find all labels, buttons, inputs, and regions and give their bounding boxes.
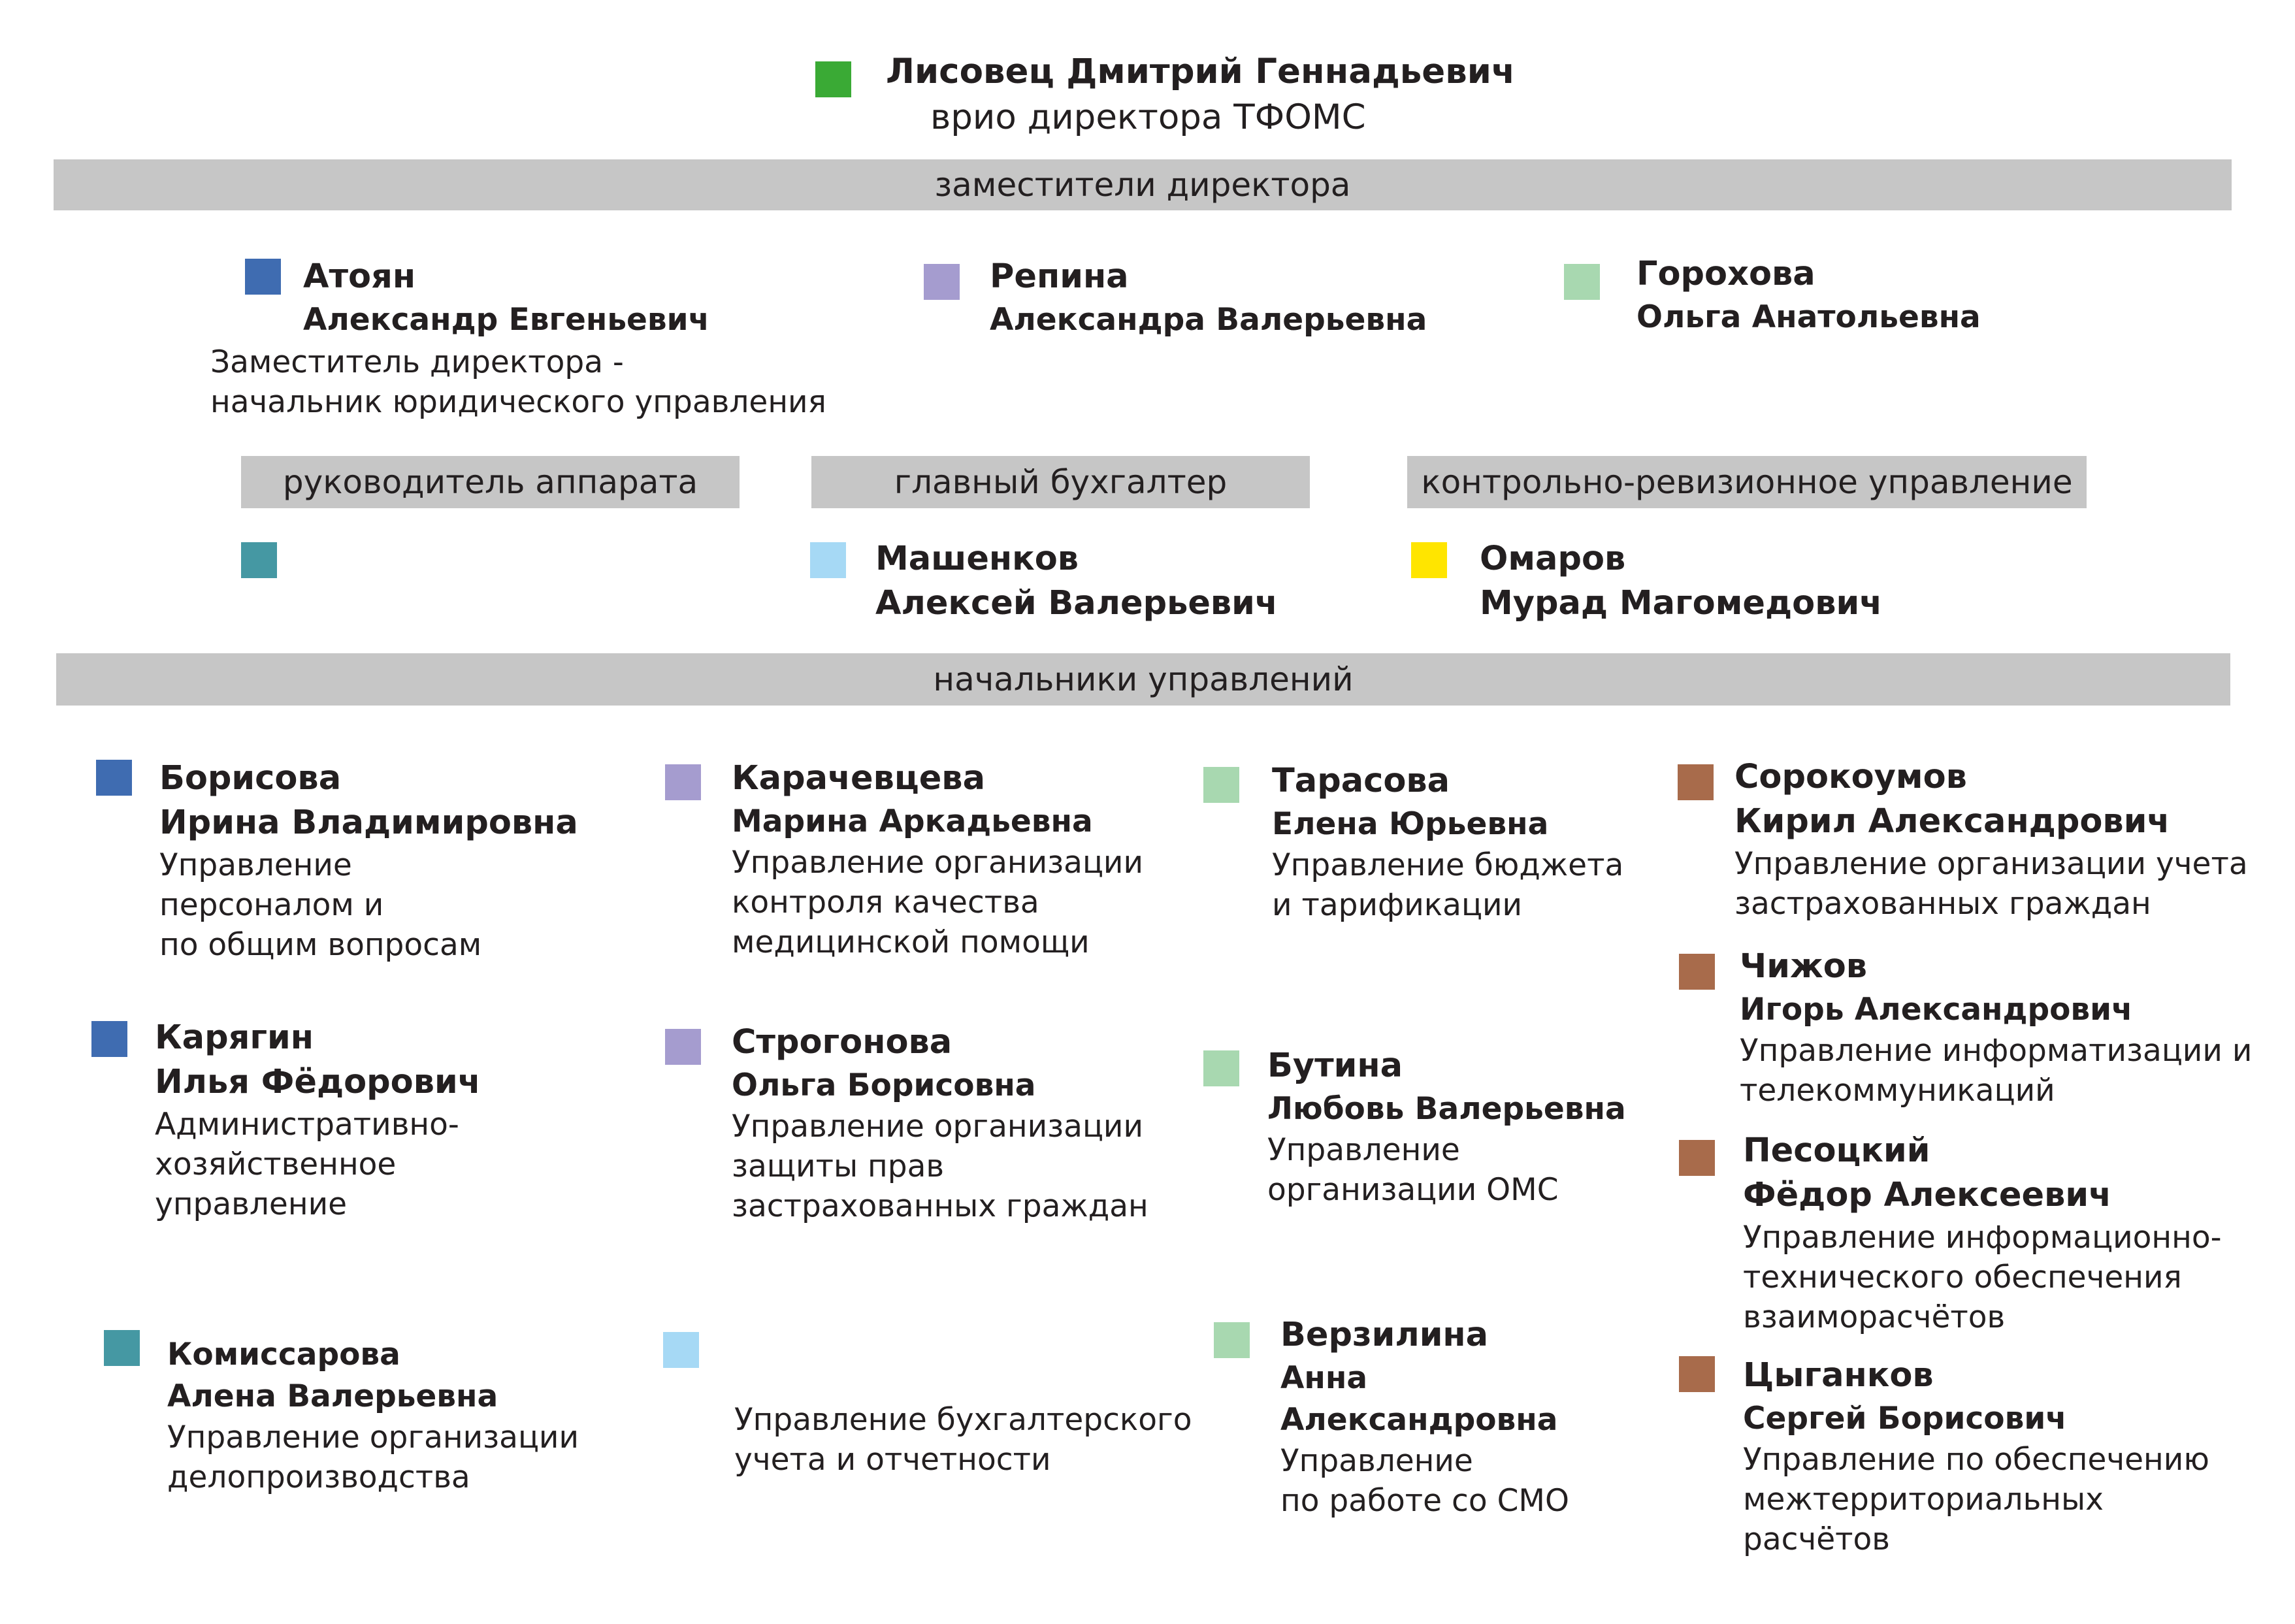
director-color-marker <box>815 61 851 97</box>
head-c4-2-card: Чижов Игорь Александрович Управление информатизации и телекоммуникаций <box>1740 945 2252 1111</box>
deputy-1-color-marker <box>245 259 281 295</box>
chief-accountant-surname: Машенков <box>875 540 1079 578</box>
head-c2-1-surname: Карачевцева <box>732 759 985 798</box>
head-c4-2-surname: Чижов <box>1740 947 1868 986</box>
head-c1-1-card: Борисова Ирина Владимировна Управление персоналом и по общим вопросам <box>159 756 578 965</box>
head-c2-3-card: Управление бухгалтерского учета и отчетности <box>734 1402 1192 1478</box>
head-c4-2-color-marker <box>1679 954 1715 990</box>
head-c3-3-first-name-2: Александровна <box>1280 1402 1558 1438</box>
chief-accountant-color-marker <box>810 542 846 578</box>
head-c3-1-first-name: Елена Юрьевна <box>1272 806 1549 842</box>
head-c1-1-surname: Борисова <box>159 759 342 798</box>
head-c4-3-first-name: Фёдор Алексеевич <box>1743 1176 2112 1214</box>
head-c4-3-surname: Песоцкий <box>1743 1131 1930 1170</box>
head-c2-2-surname: Строгонова <box>732 1023 952 1062</box>
head-c4-4-first-name: Сергей Борисович <box>1743 1401 2067 1437</box>
head-c1-2-surname: Карягин <box>155 1018 314 1057</box>
deputy-1-card <box>303 255 709 341</box>
head-c4-1-color-marker <box>1678 764 1714 800</box>
deputy-3-color-marker <box>1564 264 1600 300</box>
chief-accountant-first-name: Алексей Валерьевич <box>875 584 1278 623</box>
audit-department-bar: контрольно-ревизионное управление <box>1407 456 2087 508</box>
staff-head-color-marker <box>241 542 277 578</box>
deputy-3-card <box>1636 252 1981 338</box>
head-c4-3-card: Песоцкий Фёдор Алексеевич Управление информационно- технического обеспечения взаиморасчётов <box>1743 1129 2222 1337</box>
head-c4-1-card: Сорокоумов Кирил Александрович Управление организации учета застрахованных граждан <box>1734 755 2248 924</box>
head-c3-1-color-marker <box>1203 767 1239 803</box>
head-c3-2-first-name: Любовь Валерьевна <box>1267 1091 1626 1127</box>
head-c3-2-surname: Бутина <box>1267 1047 1403 1085</box>
head-c2-2-first-name: Ольга Борисовна <box>732 1067 1036 1103</box>
head-c2-2-card: Строгонова Ольга Борисовна Управление организации защиты прав застрахованных граждан <box>732 1020 1148 1226</box>
head-c2-1-first-name: Марина Аркадьевна <box>732 804 1093 839</box>
head-c4-1-first-name: Кирил Александрович <box>1734 802 2170 841</box>
chief-accountant-card <box>875 537 1278 626</box>
deputy-2-first-name: Александра Валерьевна <box>990 302 1427 338</box>
audit-head-first-name: Мурад Магомедович <box>1480 584 1883 623</box>
head-c3-3-surname: Верзилина <box>1280 1316 1489 1354</box>
head-c3-1-surname: Тарасова <box>1272 762 1450 800</box>
staff-head-bar: руководитель аппарата <box>241 456 740 508</box>
director-title: врио директора ТФОМС <box>930 97 1366 137</box>
head-c1-2-first-name: Илья Фёдорович <box>155 1063 481 1101</box>
deputies-header-bar: заместители директора <box>54 159 2232 210</box>
director-name: Лисовец Дмитрий Геннадьевич <box>886 52 1516 91</box>
head-c4-1-surname: Сорокоумов <box>1734 758 1967 796</box>
head-c2-2-color-marker <box>665 1029 701 1065</box>
audit-head-surname: Омаров <box>1480 540 1626 578</box>
audit-head-card <box>1480 537 1882 626</box>
head-c1-2-color-marker <box>91 1021 127 1057</box>
head-c4-4-surname: Цыганков <box>1743 1356 1934 1395</box>
head-c3-2-color-marker <box>1203 1050 1239 1086</box>
deputy-3-first-name: Ольга Анатольевна <box>1636 299 1981 335</box>
deputy-1-surname: Атоян <box>303 257 416 296</box>
deputy-2-surname: Репина <box>990 257 1129 296</box>
head-c3-3-color-marker <box>1214 1322 1250 1358</box>
head-c2-1-card: Карачевцева Марина Аркадьевна Управление организации контроля качества медицинской помощи <box>732 756 1143 962</box>
head-c1-1-color-marker <box>96 760 132 796</box>
chief-accountant-bar: главный бухгалтер <box>811 456 1310 508</box>
head-c3-3-card: Верзилина Анна Александровна Управление по работе со СМО <box>1280 1313 1569 1521</box>
head-c1-1-first-name: Ирина Владимировна <box>159 804 578 842</box>
head-c4-3-color-marker <box>1679 1140 1715 1176</box>
head-c1-3-card: Комиссарова Алена Валерьевна Управление организации делопроизводства <box>167 1334 579 1497</box>
audit-head-color-marker <box>1411 542 1447 578</box>
head-c2-3-color-marker <box>663 1332 699 1368</box>
head-c3-2-card: Бутина Любовь Валерьевна Управление организации ОМС <box>1267 1044 1626 1210</box>
head-c4-2-first-name: Игорь Александрович <box>1740 992 2133 1028</box>
deputy-1-position: Заместитель директора - начальник юридического управления <box>210 344 826 420</box>
department-heads-bar: начальники управлений <box>56 653 2230 706</box>
head-c4-4-card: Цыганков Сергей Борисович Управление по обеспечению межтерриториальных расчётов <box>1743 1354 2209 1559</box>
deputy-2-card <box>990 255 1427 341</box>
head-c3-1-card: Тарасова Елена Юрьевна Управление бюджета и тарификации <box>1272 759 1623 925</box>
head-c1-3-color-marker <box>104 1330 140 1366</box>
head-c2-1-color-marker <box>665 764 701 800</box>
head-c1-3-surname: Комиссарова <box>167 1337 400 1372</box>
deputy-2-color-marker <box>924 264 960 300</box>
head-c1-2-card: Карягин Илья Фёдорович Административно- хозяйственное управление <box>155 1016 481 1224</box>
head-c1-3-first-name: Алена Валерьевна <box>167 1378 498 1414</box>
deputy-1-first-name: Александр Евгеньевич <box>303 302 709 338</box>
head-c4-4-color-marker <box>1679 1356 1715 1392</box>
head-c3-3-first-name-1: Анна <box>1280 1360 1368 1396</box>
deputy-3-surname: Горохова <box>1636 255 1815 293</box>
